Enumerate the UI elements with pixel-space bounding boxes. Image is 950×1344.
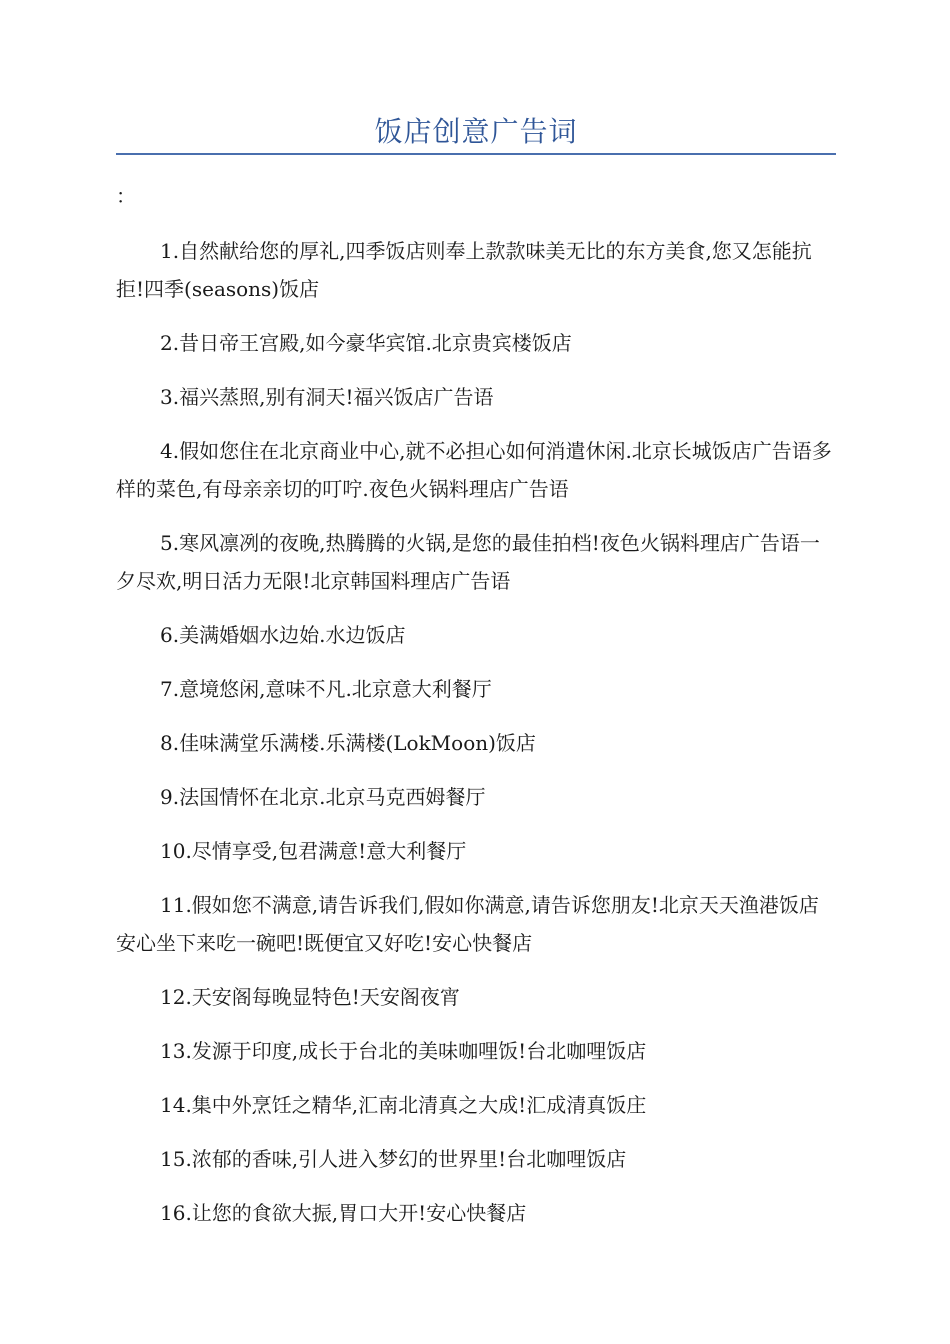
list-item: 12.天安阁每晚显特色!天安阁夜宵: [160, 985, 460, 1009]
lead-colon: ：: [116, 184, 136, 208]
list-item: 6.美满婚姻水边始.水边饭店: [160, 623, 406, 647]
list-item: 3.福兴蒸照,别有洞天!福兴饭店广告语: [160, 385, 494, 409]
list-item: 14.集中外烹饪之精华,汇南北清真之大成!汇成清真饭庄: [160, 1093, 647, 1117]
list-item: 5.寒风凛冽的夜晚,热腾腾的火锅,是您的最佳拍档!夜色火锅料理店广告语一夕尽欢,明日活力无限!北京韩国料理店广告语: [116, 531, 820, 593]
list-item: 13.发源于印度,成长于台北的美味咖哩饭!台北咖哩饭店: [160, 1039, 647, 1063]
list-item: 8.佳味满堂乐满楼.乐满楼(LokMoon)饭店: [160, 731, 536, 755]
list-item: 7.意境悠闲,意味不凡.北京意大利餐厅: [160, 677, 492, 701]
list-item: 2.昔日帝王宫殿,如今豪华宾馆.北京贵宾楼饭店: [160, 331, 572, 355]
document-title: 饭店创意广告词: [374, 115, 578, 148]
list-item: 4.假如您住在北京商业中心,就不必担心如何消遣休闲.北京长城饭店广告语多样的菜色,有母亲亲切的叮咛.夜色火锅料理店广告语: [116, 439, 832, 501]
list-item: 11.假如您不满意,请告诉我们,假如你满意,请告诉您朋友!北京天天渔港饭店安心坐下来吃一碗吧!既便宜又好吃!安心快餐店: [116, 893, 819, 955]
slogan-list: [116, 232, 836, 1248]
title-underline: [116, 153, 836, 155]
list-item: 15.浓郁的香味,引人进入梦幻的世界里!台北咖哩饭店: [160, 1147, 627, 1171]
list-item: 10.尽情享受,包君满意!意大利餐厅: [160, 839, 467, 863]
list-item: 16.让您的食欲大振,胃口大开!安心快餐店: [160, 1201, 527, 1225]
list-item: 9.法国情怀在北京.北京马克西姆餐厅: [160, 785, 486, 809]
list-item: 1.自然献给您的厚礼,四季饭店则奉上款款味美无比的东方美食,您又怎能抗拒!四季(seasons)饭店: [116, 239, 812, 301]
